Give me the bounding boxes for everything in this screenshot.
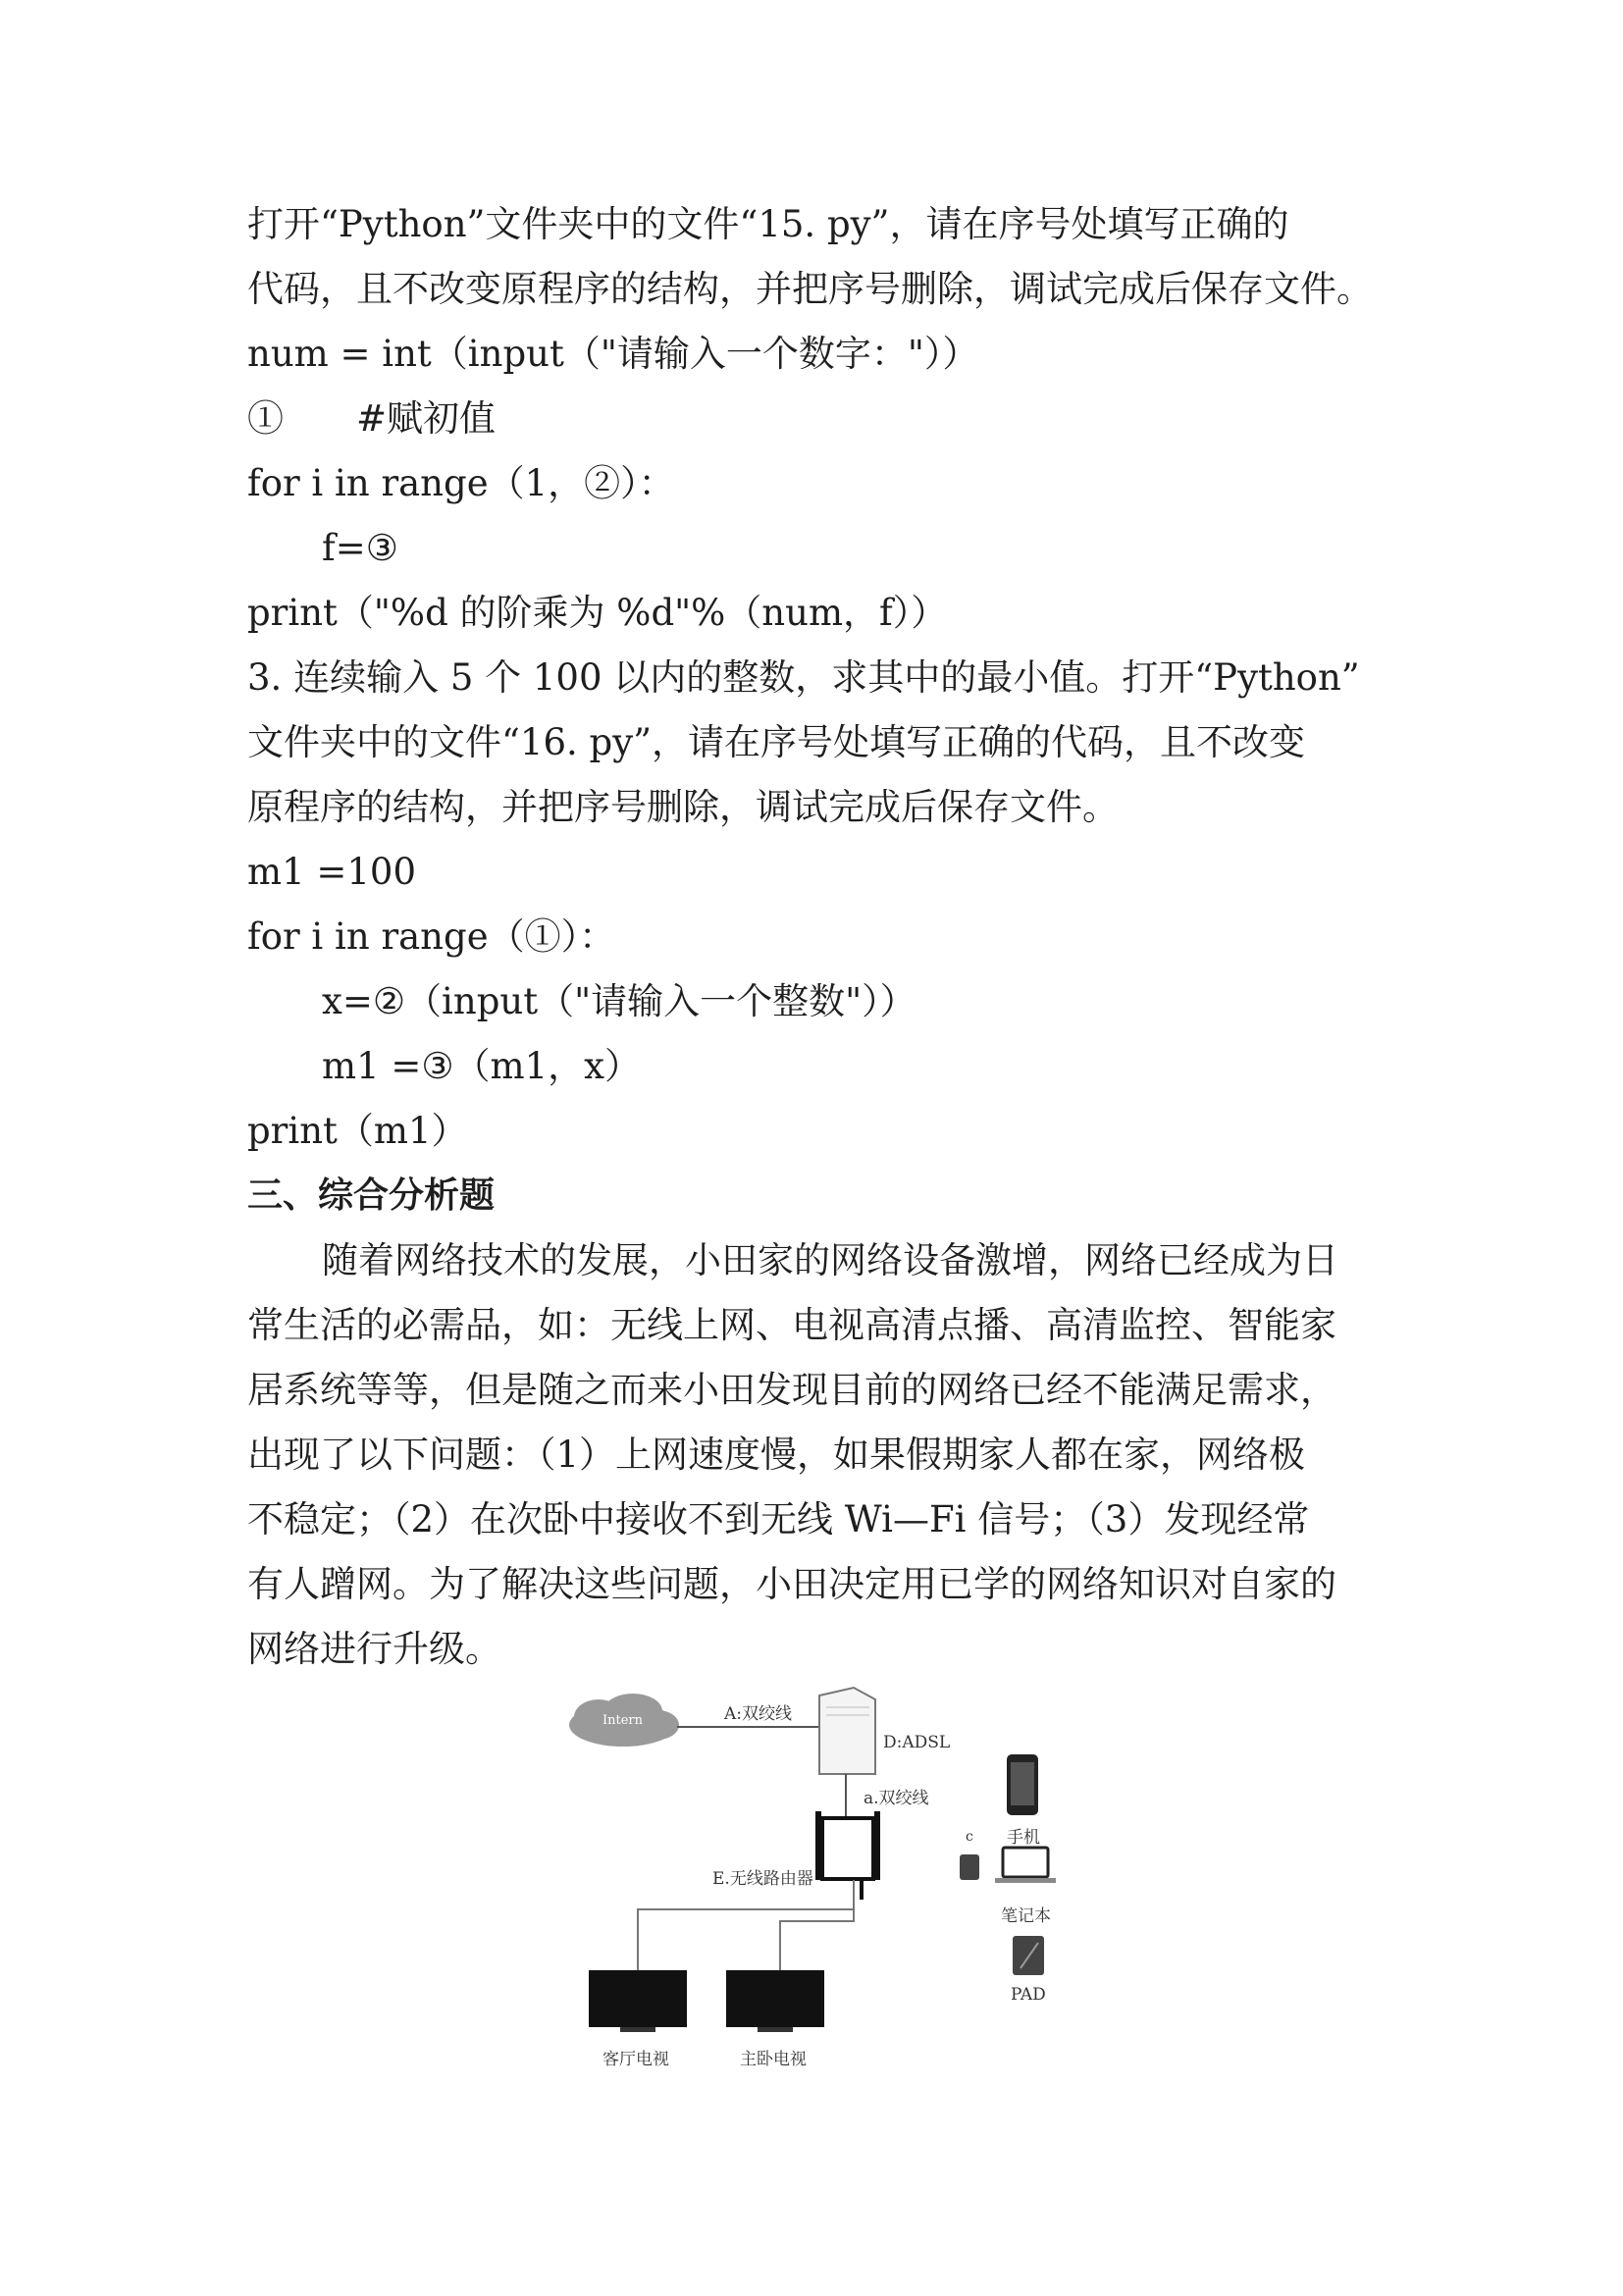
laptop-icon (995, 1848, 1056, 1883)
tv-living-icon (589, 1970, 687, 2032)
code-line-print: print（"%d 的阶乘为 %d"%（num，f）） (247, 592, 948, 634)
code-line-num: num = int（input（"请输入一个数字："）） (247, 333, 979, 375)
tv-master-label: 主卧电视 (740, 2050, 807, 2069)
text-line-2: 代码，且不改变原程序的结构，并把序号删除，调试完成后保存文件。 (247, 268, 1373, 310)
code-line-m1-min: m1 =③（m1，x） (322, 1045, 642, 1087)
question-3-line-1: 3. 连续输入 5 个 100 以内的整数，求其中的最小值。打开“Python” (247, 656, 1360, 699)
paragraph-line-4: 出现了以下问题：（1）上网速度慢，如果假期家人都在家，网络极 (247, 1434, 1306, 1476)
link-a-label: A:双绞线 (724, 1704, 793, 1724)
question-3-line-3: 原程序的结构，并把序号删除，调试完成后保存文件。 (247, 786, 1119, 828)
text-line-1: 打开“Python”文件夹中的文件“15. py”，请在序号处填写正确的 (247, 203, 1289, 245)
paragraph-line-7: 网络进行升级。 (247, 1628, 501, 1670)
router-label: E.无线路由器 (712, 1869, 813, 1889)
paragraph-line-5: 不稳定；（2）在次卧中接收不到无线 Wi—Fi 信号；（3）发现经常 (247, 1498, 1310, 1540)
pad-icon (1013, 1936, 1044, 1975)
link-a2-label: a.双绞线 (864, 1789, 929, 1808)
question-3-line-2: 文件夹中的文件“16. py”，请在序号处填写正确的代码，且不改变 (247, 721, 1306, 763)
code-line-f: f=③ (322, 527, 398, 569)
c-device-icon (960, 1854, 979, 1880)
c-label: c (966, 1829, 973, 1845)
code-line-for-2: for i in range（①）： (247, 915, 616, 958)
modem-label: D:ADSL (883, 1733, 951, 1752)
laptop-label: 笔记本 (1001, 1906, 1051, 1926)
phone-label: 手机 (1007, 1828, 1040, 1848)
adsl-modem-icon (819, 1688, 875, 1774)
router-tv-links (638, 1880, 854, 1970)
code-line-for: for i in range（1，②）： (247, 462, 675, 504)
tv-living-label: 客厅电视 (602, 2050, 669, 2069)
paragraph-line-1: 随着网络技术的发展，小田家的网络设备激增，网络已经成为日 (322, 1239, 1338, 1281)
network-diagram-graphic (559, 1686, 1109, 2078)
code-line-print-m1: print（m1） (247, 1110, 468, 1152)
pad-label: PAD (1011, 1985, 1046, 2005)
paragraph-line-3: 居系统等等，但是随之而来小田发现目前的网络已经不能满足需求， (247, 1369, 1336, 1411)
section-heading: 三、综合分析题 (247, 1175, 496, 1216)
paragraph-line-6: 有人蹭网。为了解决这些问题，小田决定用已学的网络知识对自家的 (247, 1563, 1336, 1605)
paragraph-line-2: 常生活的必需品，如：无线上网、电视高清点播、高清监控、智能家 (247, 1304, 1336, 1346)
network-diagram (559, 1686, 1109, 2078)
wireless-router-icon (815, 1811, 880, 1900)
code-line-x: x=②（input（"请输入一个整数"）） (322, 980, 916, 1022)
code-line-m1: m1 =100 (247, 851, 417, 893)
phone-icon (1007, 1754, 1038, 1815)
tv-master-icon (726, 1970, 824, 2032)
code-line-init: ① #赋初值 (247, 397, 497, 440)
cloud-label: Intern (602, 1713, 644, 1728)
